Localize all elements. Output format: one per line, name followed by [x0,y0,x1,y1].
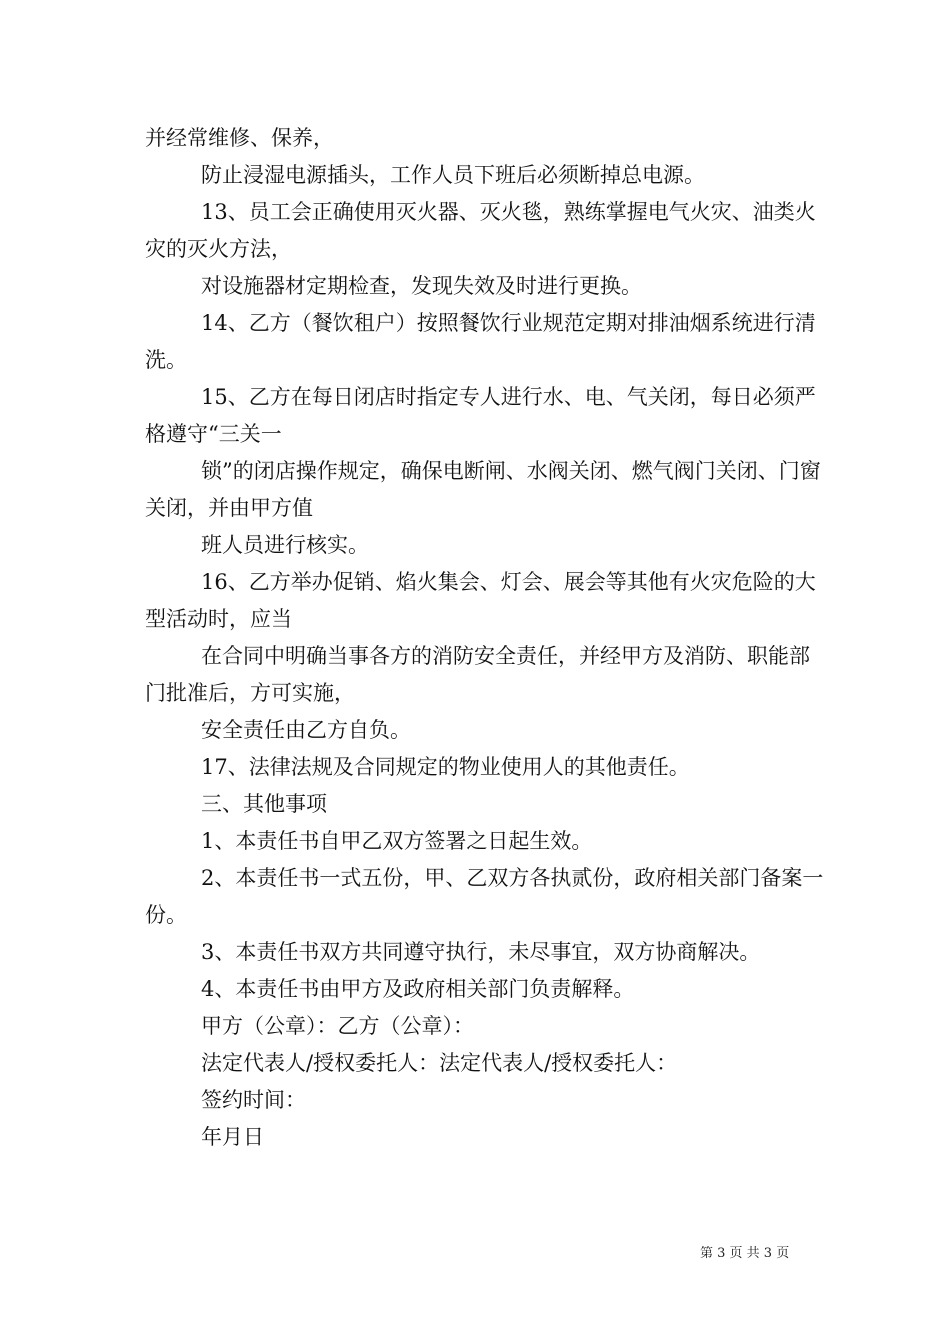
paragraph-3: 13、员工会正确使用灭火器、灭火毯，熟练掌握电气火灾、油类火灾的灭火方法， [145,200,816,261]
paragraph-14: 1、本责任书自甲乙双方签署之日起生效。 [201,829,593,853]
date-placeholder: 年月日 [201,1125,264,1149]
page-number: 第 3 页 共 3 页 [700,1246,790,1261]
paragraph-12: 17、法律法规及合同规定的物业使用人的其他责任。 [201,755,690,779]
paragraph-1: 并经常维修、保养， [145,126,334,150]
paragraph-15: 2、本责任书一式五份，甲、乙双方各执贰份，政府相关部门备案一份。 [145,866,824,927]
paragraph-17: 4、本责任书由甲方及政府相关部门负责解释。 [201,977,635,1001]
paragraph-8: 班人员进行核实。 [201,533,369,557]
paragraph-6: 15、乙方在每日闭店时指定专人进行水、电、气关闭，每日必须严格遵守“三关一 [145,385,816,446]
signature-representatives: 法定代表人/授权委托人：法定代表人/授权委托人： [201,1051,678,1075]
paragraph-5: 14、乙方（餐饮租户）按照餐饮行业规范定期对排油烟系统进行清洗。 [145,311,816,372]
paragraph-11: 安全责任由乙方自负。 [201,718,411,742]
paragraph-2: 防止浸湿电源插头，工作人员下班后必须断掉总电源。 [201,163,705,187]
section-heading-other-matters: 三、其他事项 [201,792,327,816]
paragraph-10: 在合同中明确当事各方的消防安全责任，并经甲方及消防、职能部门批准后，方可实施， [145,644,810,705]
paragraph-7: 锁”的闭店操作规定，确保电断闸、水阀关闭、燃气阀门关闭、门窗关闭，并由甲方值 [145,459,821,520]
paragraph-9: 16、乙方举办促销、焰火集会、灯会、展会等其他有火灾危险的大型活动时，应当 [145,570,816,631]
signature-party-seals: 甲方（公章）：乙方（公章）： [201,1014,474,1038]
paragraph-4: 对设施器材定期检查，发现失效及时进行更换。 [201,274,642,298]
page-footer [700,1245,840,1263]
document-body [145,120,825,1156]
paragraph-16: 3、本责任书双方共同遵守执行，未尽事宜，双方协商解决。 [201,940,761,964]
signing-time-label: 签约时间： [201,1088,306,1112]
